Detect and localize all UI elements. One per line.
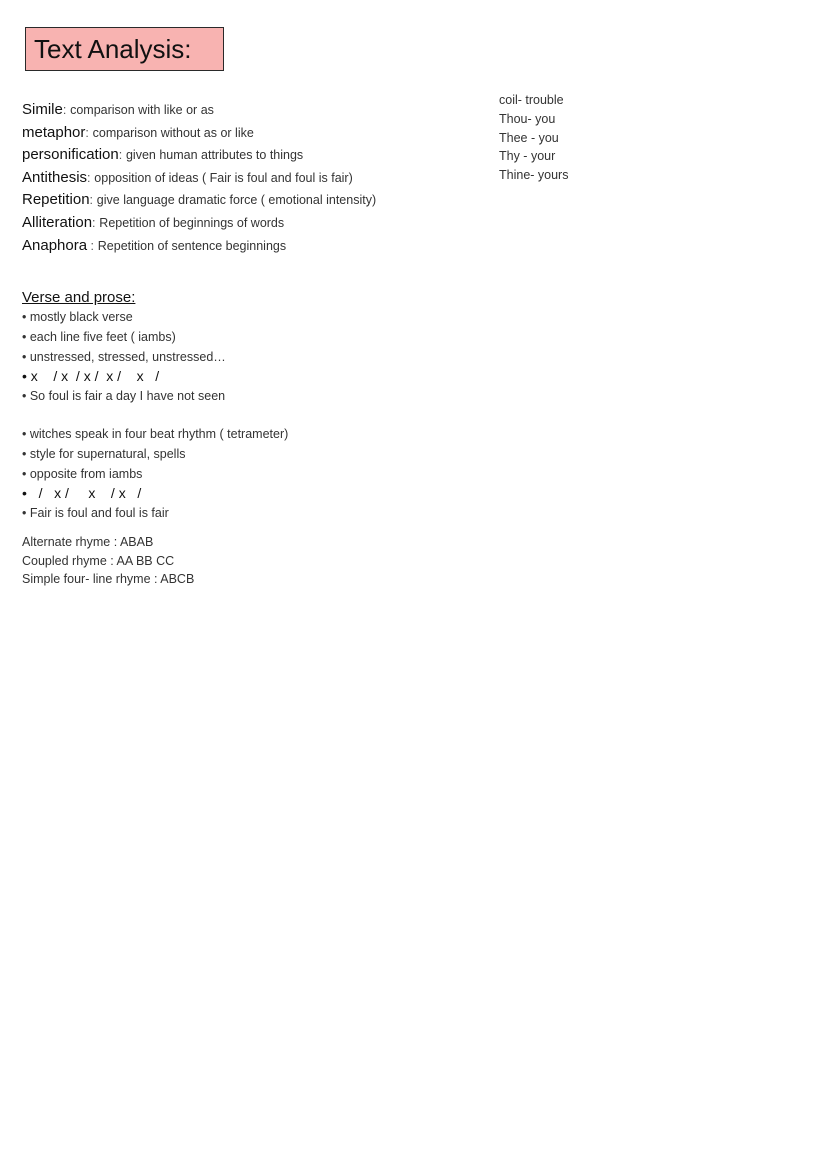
term-alliteration <box>22 212 452 235</box>
pronoun-item: Thine- yours <box>499 168 569 183</box>
term-description: opposition of ideas ( Fair is foul and foul is fair) <box>94 170 353 185</box>
term-anaphora <box>22 235 452 258</box>
verse-bullet: • Fair is foul and foul is fair <box>22 506 169 521</box>
pronoun-item: coil- trouble <box>499 93 564 107</box>
term-name: Alliteration <box>22 214 93 231</box>
page-title: Text Analysis: <box>25 27 224 71</box>
term-name: Anaphora <box>22 236 88 254</box>
verse-bullet: • each line five feet ( iambs) <box>22 329 176 344</box>
verse-bullet: • witches speak in four beat rhythm ( tetrameter) <box>22 426 289 441</box>
pronoun-item: Thee - you <box>499 130 559 145</box>
term-description: given human attributes to things <box>125 148 304 162</box>
term-separator: : <box>89 193 94 207</box>
verse-bullet: • style for supernatural, spells <box>22 446 186 461</box>
verse-bullet: • mostly black verse <box>22 310 133 324</box>
terms-list <box>22 99 452 257</box>
term-description: Repetition of beginnings of words <box>99 216 285 230</box>
term-name: Simile <box>22 101 63 118</box>
pronoun-item: Thou- you <box>499 111 556 126</box>
term-description: comparison with like or as <box>70 103 214 117</box>
rhyme-item: Simple four- line rhyme : ABCB <box>22 572 195 586</box>
term-separator: : <box>87 170 91 185</box>
term-separator: : <box>118 148 123 162</box>
verse-bullet: • So foul is fair a day I have not seen <box>22 389 226 404</box>
term-separator: : <box>87 238 95 253</box>
term-repetition <box>22 189 452 212</box>
verse-heading: Verse and prose: <box>22 289 136 306</box>
rhyme-item: Coupled rhyme : AA BB CC <box>22 553 175 568</box>
scansion-line: • x / x / x / x / x / <box>22 368 160 385</box>
pronoun-list <box>499 91 699 185</box>
term-separator: : <box>62 103 67 117</box>
term-description: Repetition of sentence beginnings <box>97 238 287 253</box>
term-description: give language dramatic force ( emotional intensity) <box>96 193 377 207</box>
term-name: personification <box>22 146 119 163</box>
term-personification <box>22 144 452 167</box>
rhyme-list <box>22 533 452 589</box>
term-name: metaphor <box>22 123 86 141</box>
term-metaphor <box>22 122 452 145</box>
term-description: comparison without as or like <box>92 125 254 140</box>
verse-bullet: • opposite from iambs <box>22 466 143 481</box>
term-antithesis <box>22 167 452 190</box>
pronoun-item: Thy - your <box>499 149 556 164</box>
rhyme-item: Alternate rhyme : ABAB <box>22 535 154 549</box>
term-simile <box>22 99 452 122</box>
verse-section <box>22 288 452 524</box>
scansion-line: • / x / x / x / <box>22 485 142 502</box>
term-name: Antithesis <box>22 168 88 186</box>
term-name: Repetition <box>22 191 90 208</box>
verse-bullet: • unstressed, stressed, unstressed… <box>22 349 226 364</box>
term-separator: : <box>92 216 96 230</box>
term-separator: : <box>85 125 89 140</box>
